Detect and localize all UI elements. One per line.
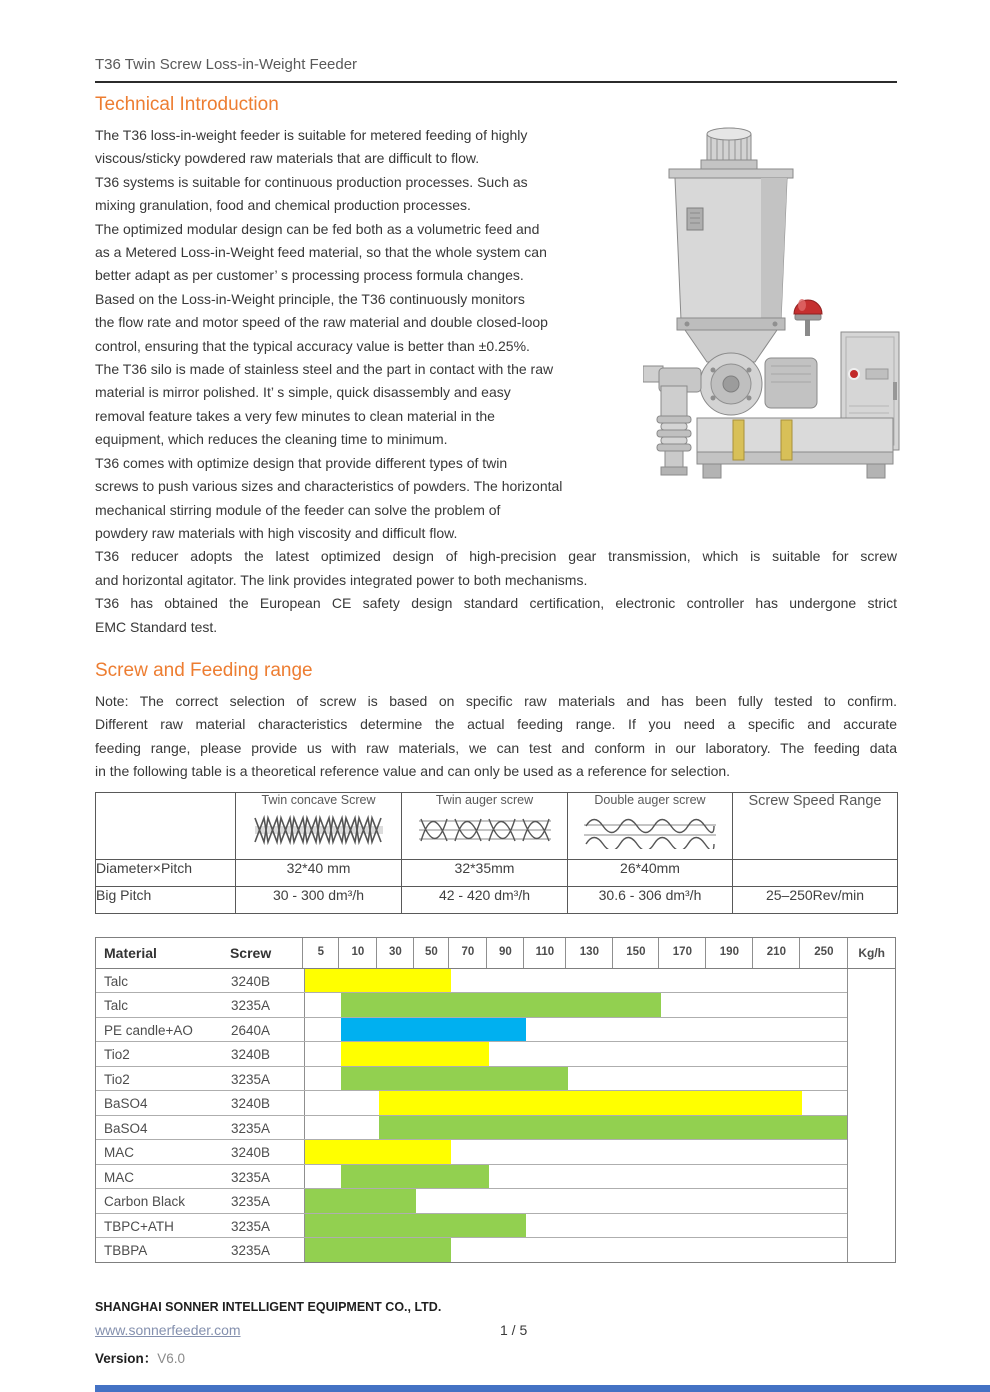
material-cell: TBBPA [104, 1243, 148, 1259]
intro-line: The T36 silo is made of stainless steel and the part in contact with the raw [95, 361, 554, 378]
section-heading-screw-feeding-range: Screw and Feeding range [95, 659, 313, 681]
bar-track [304, 1091, 849, 1115]
note-line: Different raw material characteristics determine the actual feeding range. If you need a specific and accurate [95, 716, 897, 733]
screw-cell: 3240B [231, 1145, 271, 1161]
screw-table-header-speed-range [733, 792, 898, 859]
intro-line: powdery raw materials with high viscosity and difficult flow. [95, 524, 458, 541]
range-bar [305, 1189, 416, 1213]
diameter-pitch-double-auger: 26*40mm [568, 859, 733, 886]
screw-table-header-auger [402, 792, 568, 859]
footer-link-row [95, 1322, 897, 1340]
note-line: feeding range, please provide us with raw materials, we can test and conform in our laboratory. The feeding data [95, 739, 897, 756]
page-number: 1 / 5 [500, 1321, 528, 1338]
screw-column-header: Screw [229, 944, 272, 961]
screw-cell: 3235A [231, 1243, 271, 1259]
big-pitch-double-auger: 30.6 - 306 dm³/h [568, 886, 733, 913]
chart-row [96, 993, 895, 1018]
intro-wide-lines [95, 545, 897, 639]
intro-line: as a Metered Loss-in-Weight feed material, so that the whole system can [95, 244, 547, 261]
diameter-pitch-concave: 32*40 mm [236, 859, 402, 886]
bar-track [304, 1214, 849, 1238]
chart-row [96, 969, 895, 994]
material-cell: MAC [104, 1169, 134, 1185]
scale-tick-label: 90 [486, 938, 523, 968]
screw-type-table [95, 792, 898, 914]
range-bar [341, 993, 661, 1017]
table-row [96, 859, 898, 886]
big-pitch-concave: 30 - 300 dm³/h [236, 886, 402, 913]
double-auger-screw-icon [580, 811, 720, 849]
range-bar [341, 1018, 526, 1042]
screw-speed-range-label: Screw Speed Range [748, 792, 882, 809]
auger-screw-label: Twin auger screw [435, 792, 534, 807]
double-auger-screw-label: Double auger screw [594, 792, 706, 807]
version-label: Version： [95, 1350, 158, 1366]
material-cell: Talc [104, 998, 129, 1014]
bar-track [304, 1116, 849, 1140]
twin-auger-screw-icon [415, 811, 555, 849]
screw-cell: 3235A [231, 1218, 271, 1234]
material-cell: TBPC+ATH [104, 1218, 174, 1234]
chart-row [96, 1067, 895, 1092]
diameter-pitch-auger: 32*35mm [402, 859, 568, 886]
footer-accent-bar [95, 1385, 990, 1392]
website-link[interactable]: www.sonnerfeeder.com [95, 1321, 241, 1338]
intro-line: material is mirror polished. It’ s simple, quick disassembly and easy [95, 384, 511, 401]
note-line: in the following table is a theoretical reference value and can only be used as a reference for selection. [95, 763, 731, 780]
header-rule [95, 81, 897, 83]
range-bar [341, 1165, 489, 1189]
scale-tick-label: 70 [448, 938, 486, 968]
running-header [95, 56, 897, 73]
screw-cell: 3240B [231, 973, 271, 989]
screw-cell: 3235A [231, 998, 271, 1014]
intro-line: Based on the Loss-in-Weight principle, the T36 continuously monitors [95, 290, 525, 307]
intro-line: better adapt as per customer’ s processing process formula changes. [95, 267, 524, 284]
technical-introduction-section [95, 124, 897, 545]
bar-track [304, 1067, 849, 1091]
intro-line: T36 comes with optimize design that provide different types of twin [95, 454, 508, 471]
chart-row [96, 1091, 895, 1116]
concave-screw-label: Twin concave Screw [261, 792, 376, 807]
table-row [96, 886, 898, 913]
material-cell: Carbon Black [104, 1194, 186, 1210]
intro-line: viscous/sticky powdered raw materials that are difficult to flow. [95, 150, 480, 167]
screw-cell: 3240B [231, 1096, 271, 1112]
scale-tick-label: 110 [523, 938, 565, 968]
range-bar [305, 1214, 526, 1238]
intro-line: T36 has obtained the European CE safety design standard certification, electronic controller has undergone strict [95, 595, 897, 612]
feeder-machine-image [643, 120, 939, 500]
intro-line: control, ensuring that the typical accuracy value is better than ±0.25%. [95, 337, 530, 354]
material-cell: Tio2 [104, 1047, 130, 1063]
scale-tick-label: 150 [612, 938, 658, 968]
intro-line: The optimized modular design can be fed both as a volumetric feed and [95, 220, 540, 237]
material-cell: Talc [104, 973, 129, 989]
range-bar [379, 1091, 802, 1115]
unit-header: Kg/h [847, 938, 895, 968]
scale-tick-label: 10 [338, 938, 376, 968]
screw-cell: 3235A [231, 1071, 271, 1087]
chart-row [96, 1018, 895, 1043]
screw-cell: 2640A [231, 1022, 271, 1038]
intro-line: The T36 loss-in-weight feeder is suitable for metered feeding of highly [95, 127, 528, 143]
intro-line: equipment, which reduces the cleaning time to minimum. [95, 431, 448, 448]
note-line: Note: The correct selection of screw is based on specific raw materials and has been fully tested to confirm. [95, 692, 897, 709]
intro-line: screws to push various sizes and characteristics of powders. The horizontal [95, 478, 563, 495]
bar-track [304, 1140, 849, 1164]
chart-row [96, 1042, 895, 1067]
range-bar [341, 1042, 489, 1066]
twin-concave-screw-icon [249, 811, 389, 849]
intro-line: and horizontal agitator. The link provides integrated power to both mechanisms. [95, 571, 588, 588]
range-bar [305, 969, 451, 993]
bar-track [304, 1165, 849, 1189]
material-cell: BaSO4 [104, 1120, 148, 1136]
material-cell: BaSO4 [104, 1096, 148, 1112]
bar-track [304, 1018, 849, 1042]
chart-row [96, 1140, 895, 1165]
material-cell: Tio2 [104, 1071, 130, 1087]
screw-table-corner-cell [96, 792, 236, 859]
screw-table-header-double-auger [568, 792, 733, 859]
big-pitch-auger: 42 - 420 dm³/h [402, 886, 568, 913]
scale-tick-label: 170 [658, 938, 705, 968]
chart-row [96, 1116, 895, 1141]
scale-tick-label: 50 [413, 938, 448, 968]
scale-tick-label: 210 [752, 938, 799, 968]
big-pitch-label: Big Pitch [96, 886, 236, 913]
diameter-pitch-speed [733, 859, 898, 886]
scale-tick-label: 190 [705, 938, 752, 968]
scale-tick-label: 130 [565, 938, 612, 968]
chart-body [96, 969, 895, 1262]
chart-row [96, 1238, 895, 1262]
intro-lines [95, 124, 670, 545]
bar-track [304, 1238, 849, 1262]
material-column-header: Material [104, 944, 157, 961]
intro-line: mechanical stirring module of the feeder can solve the problem of [95, 501, 501, 518]
note-lines [95, 690, 897, 784]
material-cell: MAC [104, 1145, 134, 1161]
intro-line: the flow rate and motor speed of the raw material and double closed-loop [95, 314, 548, 331]
intro-line: EMC Standard test. [95, 618, 218, 635]
intro-line: T36 reducer adopts the latest optimized design of high-precision gear transmission, which is suitable for screw [95, 548, 897, 565]
screw-cell: 3235A [231, 1194, 271, 1210]
bar-track [304, 969, 849, 993]
page-footer [95, 1300, 897, 1367]
screw-cell: 3235A [231, 1120, 271, 1136]
feeder-machine-svg [643, 120, 939, 500]
section-heading-technical-introduction: Technical Introduction [95, 94, 279, 115]
bar-track [304, 1042, 849, 1066]
intro-line: mixing granulation, food and chemical production processes. [95, 197, 471, 214]
company-name: SHANGHAI SONNER INTELLIGENT EQUIPMENT CO., LTD. [95, 1299, 442, 1314]
big-pitch-speed: 25–250Rev/min [733, 886, 898, 913]
range-bar [305, 1238, 451, 1262]
bar-track [304, 993, 849, 1017]
diameter-pitch-label: Diameter×Pitch [96, 859, 236, 886]
bar-track [304, 1189, 849, 1213]
intro-line: removal feature takes a very few minutes to clean material in the [95, 407, 495, 424]
screw-cell: 3240B [231, 1047, 271, 1063]
chart-row [96, 1189, 895, 1214]
chart-header-ticks [302, 938, 847, 968]
chart-row [96, 1165, 895, 1190]
scale-tick-label: 250 [799, 938, 847, 968]
screw-cell: 3235A [231, 1169, 271, 1185]
range-bar [379, 1116, 850, 1140]
unit-column [847, 969, 895, 1262]
version-value: V6.0 [157, 1350, 186, 1366]
version-line [95, 1347, 897, 1367]
chart-row [96, 1214, 895, 1239]
intro-line: T36 systems is suitable for continuous production processes. Such as [95, 173, 528, 190]
chart-header-row [96, 938, 895, 969]
scale-tick-label: 5 [302, 938, 338, 968]
material-cell: PE candle+AO [104, 1022, 193, 1038]
document-title: T36 Twin Screw Loss-in-Weight Feeder [95, 56, 358, 73]
range-bar [341, 1067, 568, 1091]
range-bar [305, 1140, 451, 1164]
feeding-range-chart [95, 937, 896, 1263]
screw-table-header-concave [236, 792, 402, 859]
scale-tick-label: 30 [376, 938, 413, 968]
